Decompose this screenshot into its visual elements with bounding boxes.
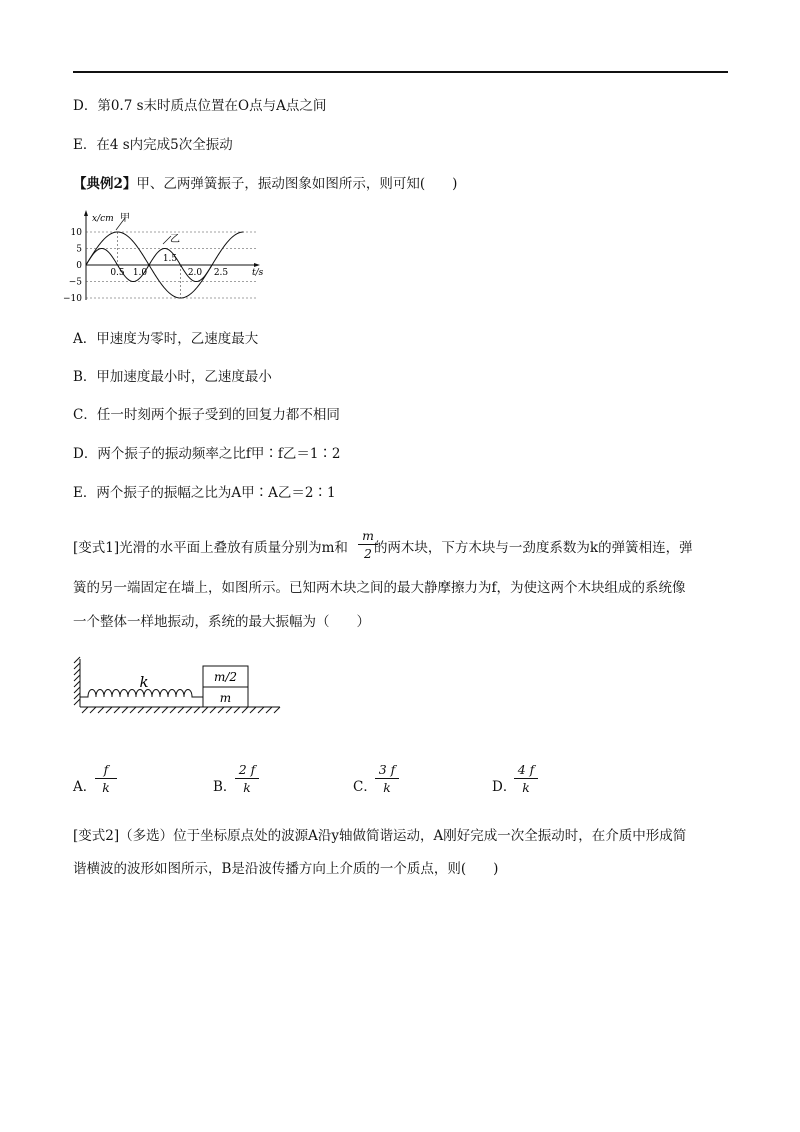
answer-b-letter: B．	[213, 779, 237, 795]
answer-a-den: k	[102, 780, 110, 795]
variant2-line2: 谐横波的波形如图所示，B是沿波传播方向上介质的一个质点，则( )	[73, 861, 499, 877]
fraction-numerator: m	[358, 528, 378, 545]
option-d2: D．两个振子的振动频率之比f甲∶f乙＝1∶2	[73, 446, 341, 462]
variant1-part2: 的两木块，下方木块与一劲度系数为k的弹簧相连，弹	[373, 540, 693, 556]
y-tick-neg10: −10	[63, 294, 82, 304]
fraction-denominator: 2	[364, 546, 372, 561]
example2-tag: 【典例2】	[73, 176, 137, 192]
spring-constant-label: k	[139, 673, 149, 691]
answer-b-den: k	[243, 780, 251, 795]
variant1-line2: 簧的另一端固定在墙上，如图所示。已知两木块之间的最大静摩擦力为f，为使这两个木块组成的系统像	[73, 580, 686, 596]
ground	[80, 707, 280, 713]
y-tick-10: 10	[70, 228, 82, 238]
variant1-line3: 一个整体一样地振动，系统的最大振幅为（ ）	[73, 614, 370, 630]
answer-c-den: k	[383, 780, 391, 795]
x-tick-2-5: 2.5	[213, 268, 229, 278]
answer-c-num: 3 f	[375, 762, 399, 779]
option-e2: E．两个振子的振幅之比为A甲∶A乙＝2∶1	[73, 485, 336, 501]
option-d-text: D．第0.7 s末时质点位置在O点与A点之间	[73, 98, 327, 114]
spring-block-figure	[72, 655, 284, 719]
variant2-line1: [变式2]（多选）位于坐标原点处的波源A沿y轴做简谐运动，A刚好完成一次全振动时，在介质中形成简	[73, 828, 687, 844]
header-rule	[73, 71, 728, 73]
answer-a-num: f	[95, 762, 117, 779]
answer-c-fraction	[375, 762, 399, 795]
example2-question	[73, 174, 457, 194]
option-e-text: E．在4 s内完成5次全振动	[73, 137, 233, 153]
option-b2: B．甲加速度最小时，乙速度最小	[73, 369, 272, 385]
y-tick-0: 0	[76, 261, 82, 271]
variant1-line1	[73, 538, 693, 558]
inline-fraction-m-over-2	[358, 528, 378, 561]
y-tick-neg5: −5	[68, 277, 82, 288]
series-yi-label: 乙	[170, 234, 180, 245]
answer-d-fraction	[514, 762, 538, 795]
answer-c-letter: C．	[353, 779, 377, 795]
example2-text: 甲、乙两弹簧振子，振动图象如图所示，则可知( )	[136, 176, 458, 192]
variant1-part1: [变式1]光滑的水平面上叠放有质量分别为m和	[73, 540, 348, 556]
answer-a-fraction	[95, 762, 117, 795]
y-tick-5: 5	[76, 244, 82, 255]
answer-b-num: 2 f	[235, 762, 259, 779]
y-axis-label: x/cm	[92, 214, 114, 224]
x-tick-1-5: 1.5	[162, 254, 178, 264]
x-tick-2-0: 2.0	[187, 268, 203, 278]
x-axis-label: t/s	[252, 268, 264, 278]
option-a2: A．甲速度为零时，乙速度最大	[73, 331, 259, 347]
x-tick-1-0: 1.0	[132, 268, 148, 278]
answer-a-letter: A．	[73, 779, 97, 795]
option-c2: C．任一时刻两个振子受到的回复力都不相同	[73, 407, 340, 423]
answer-d-den: k	[522, 780, 530, 795]
x-tick-0-5: 0.5	[110, 268, 125, 278]
vibration-graph	[63, 208, 270, 308]
top-block-label: m/2	[213, 670, 238, 684]
bottom-block-label: m	[219, 691, 232, 705]
series-jia-label: 甲	[120, 213, 130, 224]
answer-d-num: 4 f	[514, 762, 538, 779]
answer-d-letter: D．	[492, 779, 517, 795]
wall	[74, 657, 80, 707]
answer-b-fraction	[235, 762, 259, 795]
